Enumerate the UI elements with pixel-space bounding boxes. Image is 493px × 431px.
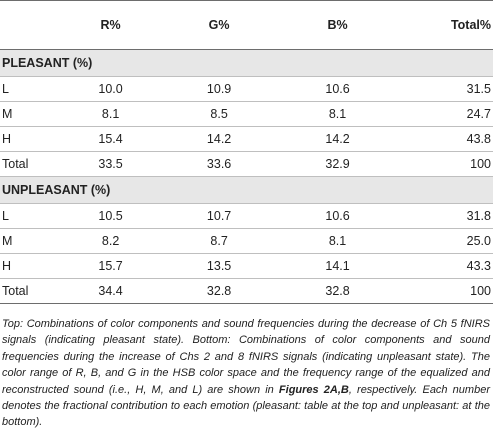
cell-total: 25.0 [396, 229, 493, 254]
section-row-pleasant [0, 50, 493, 77]
table-row [0, 254, 493, 279]
caption-text-part2: , respectively. Each number denotes the fractional contribution to each emotion (pleasant: table at the top and unpleasant: at the bottom). [2, 383, 490, 429]
table-row-total [0, 279, 493, 304]
cell-b: 32.9 [279, 152, 396, 177]
row-label: H [0, 127, 62, 152]
header-cell-total: Total% [396, 1, 493, 50]
caption-text-part1: Top: Combinations of color components and sound frequencies during the decrease of Ch 5 fNIRS signals (indicating pleasant state). Bottom: Combinations of color components and sound frequencies during the increase of Chs 2 and 8 fNIRS signals (indicating unpleasant state). The color range of R, B, and G in the HSB color space and the frequency range of the equalized and reconstructed sound (i.e., H, M, and L) are shown in [2, 318, 490, 396]
table-row-total [0, 152, 493, 177]
cell-total: 100 [396, 279, 493, 304]
table-row [0, 204, 493, 229]
cell-b: 8.1 [279, 229, 396, 254]
header-cell-g: G% [159, 1, 278, 50]
table-body [0, 50, 493, 304]
figure-reference-link[interactable]: Figures 2A,B [278, 383, 349, 396]
cell-b: 10.6 [279, 204, 396, 229]
row-label: M [0, 229, 62, 254]
cell-total: 43.3 [396, 254, 493, 279]
cell-b: 14.2 [279, 127, 396, 152]
cell-total: 31.8 [396, 204, 493, 229]
cell-r: 15.4 [62, 127, 160, 152]
cell-r: 8.2 [62, 229, 160, 254]
cell-b: 32.8 [279, 279, 396, 304]
row-label: Total [0, 152, 62, 177]
header-cell-b: B% [279, 1, 396, 50]
row-label: L [0, 204, 62, 229]
cell-r: 34.4 [62, 279, 160, 304]
cell-total: 43.8 [396, 127, 493, 152]
header-cell-label [0, 1, 62, 50]
cell-r: 10.5 [62, 204, 160, 229]
cell-b: 8.1 [279, 102, 396, 127]
header-cell-r: R% [62, 1, 160, 50]
cell-g: 8.7 [159, 229, 278, 254]
table-row [0, 77, 493, 102]
row-label: Total [0, 279, 62, 304]
cell-r: 10.0 [62, 77, 160, 102]
table-row [0, 229, 493, 254]
cell-g: 10.9 [159, 77, 278, 102]
table-caption [2, 316, 490, 431]
cell-g: 10.7 [159, 204, 278, 229]
cell-g: 33.6 [159, 152, 278, 177]
table-row [0, 102, 493, 127]
section-row-unpleasant [0, 177, 493, 204]
header-row [0, 1, 493, 50]
cell-b: 10.6 [279, 77, 396, 102]
cell-total: 100 [396, 152, 493, 177]
section-title: UNPLEASANT (%) [0, 177, 493, 204]
table-header [0, 1, 493, 50]
cell-total: 31.5 [396, 77, 493, 102]
table-row [0, 127, 493, 152]
section-title: PLEASANT (%) [0, 50, 493, 77]
cell-total: 24.7 [396, 102, 493, 127]
cell-b: 14.1 [279, 254, 396, 279]
cell-r: 15.7 [62, 254, 160, 279]
cell-g: 14.2 [159, 127, 278, 152]
row-label: H [0, 254, 62, 279]
row-label: M [0, 102, 62, 127]
row-label: L [0, 77, 62, 102]
cell-g: 8.5 [159, 102, 278, 127]
cell-g: 32.8 [159, 279, 278, 304]
cell-r: 33.5 [62, 152, 160, 177]
cell-r: 8.1 [62, 102, 160, 127]
cell-g: 13.5 [159, 254, 278, 279]
